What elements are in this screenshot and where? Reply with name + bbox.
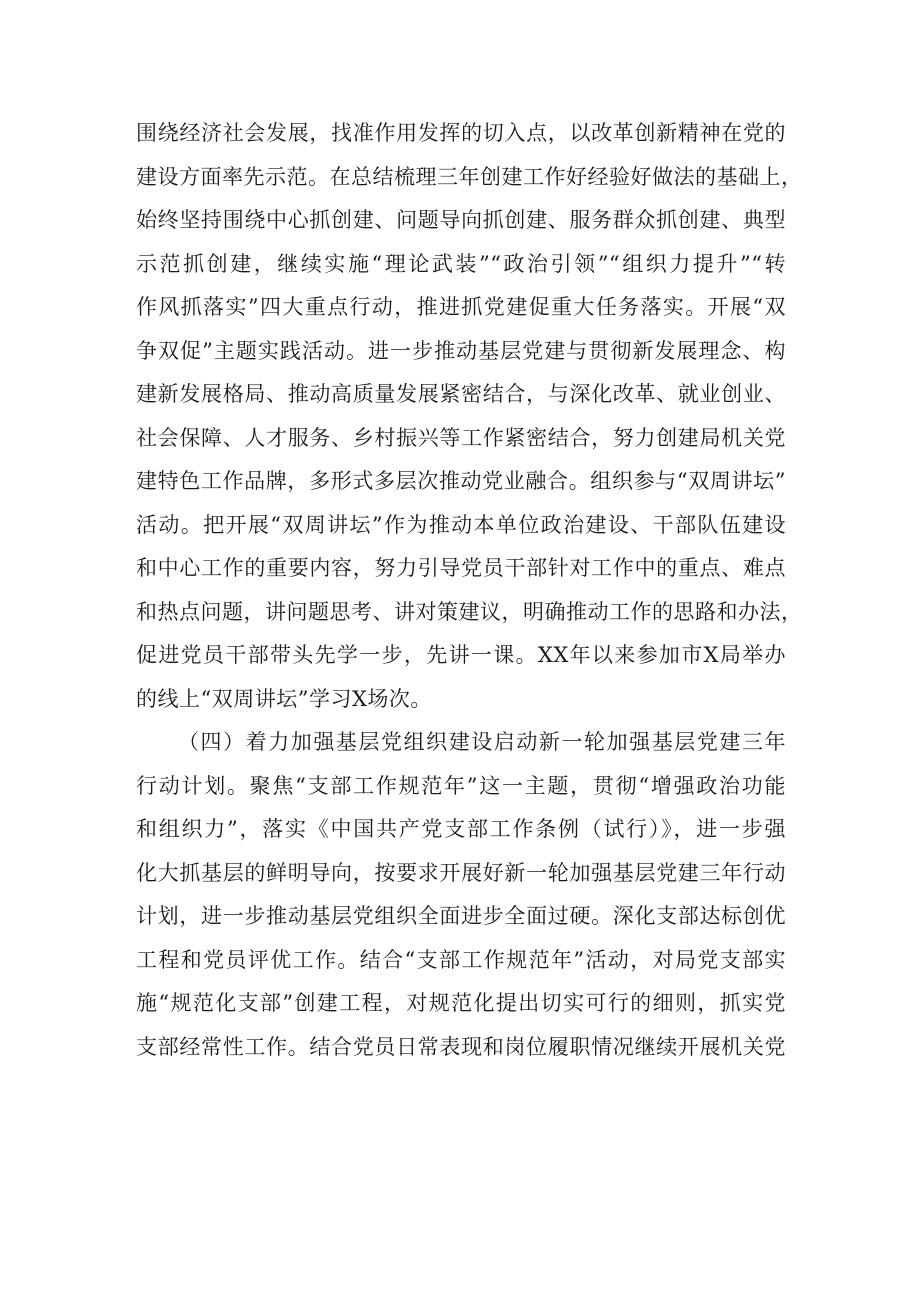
text-line: 社会保障、人才服务、乡村振兴等工作紧密结合，努力创建局机关党	[136, 425, 786, 450]
text-line: 建设方面率先示范。在总结梳理三年创建工作好经验好做法的基础上，	[136, 164, 803, 189]
text-line: 建特色工作品牌，多形式多层次推动党业融合。组织参与“双周讲坛”	[136, 469, 786, 493]
text-line: 支部经常性工作。结合党员日常表现和岗位履职情况继续开展机关党	[136, 1034, 786, 1059]
section-heading-line: （四）着力加强基层党组织建设启动新一轮加强基层党建三年	[178, 730, 786, 754]
paragraph-2	[136, 721, 786, 1069]
document-page	[136, 112, 803, 1069]
paragraph-1	[136, 112, 803, 721]
text-line: 和热点问题，讲问题思考、讲对策建议，明确推动工作的思路和办法，	[136, 599, 803, 624]
text-line: 工程和党员评优工作。结合“支部工作规范年”活动，对局党支部实	[136, 947, 786, 972]
text-line: 的线上“双周讲坛”学习X场次。	[136, 686, 432, 711]
text-line: 计划，进一步推动基层党组织全面进步全面过硬。深化支部达标创优	[136, 904, 786, 928]
text-line: 始终坚持围绕中心抓创建、问题导向抓创建、服务群众抓创建、典型	[136, 208, 786, 232]
text-line: 化大抓基层的鲜明导向，按要求开展好新一轮加强基层党建三年行动	[136, 860, 786, 885]
text-line: 和组织力”，落实《中国共产党支部工作条例（试行）》，进一步强	[136, 817, 786, 841]
text-line: 行动计划。聚焦“支部工作规范年”这一主题，贯彻“增强政治功能	[136, 773, 786, 798]
text-line: 活动。把开展“双周讲坛”作为推动本单位政治建设、干部队伍建设	[136, 512, 786, 537]
text-line: 促进党员干部带头先学一步，先讲一课。XX年以来参加市X局举办	[136, 643, 786, 667]
text-line: 围绕经济社会发展，找准作用发挥的切入点，以改革创新精神在党的	[136, 121, 786, 145]
text-line: 争双促”主题实践活动。进一步推动基层党建与贯彻新发展理念、构	[136, 338, 786, 363]
text-line: 建新发展格局、推动高质量发展紧密结合，与深化改革、就业创业、	[136, 382, 786, 406]
text-line: 施“规范化支部”创建工程，对规范化提出切实可行的细则，抓实党	[136, 991, 786, 1015]
text-line: 示范抓创建，继续实施“理论武装”“政治引领”“组织力提升”“转	[136, 251, 786, 276]
text-line: 作风抓落实”四大重点行动，推进抓党建促重大任务落实。开展“双	[136, 295, 786, 319]
text-line: 和中心工作的重要内容，努力引导党员干部针对工作中的重点、难点	[136, 556, 786, 580]
